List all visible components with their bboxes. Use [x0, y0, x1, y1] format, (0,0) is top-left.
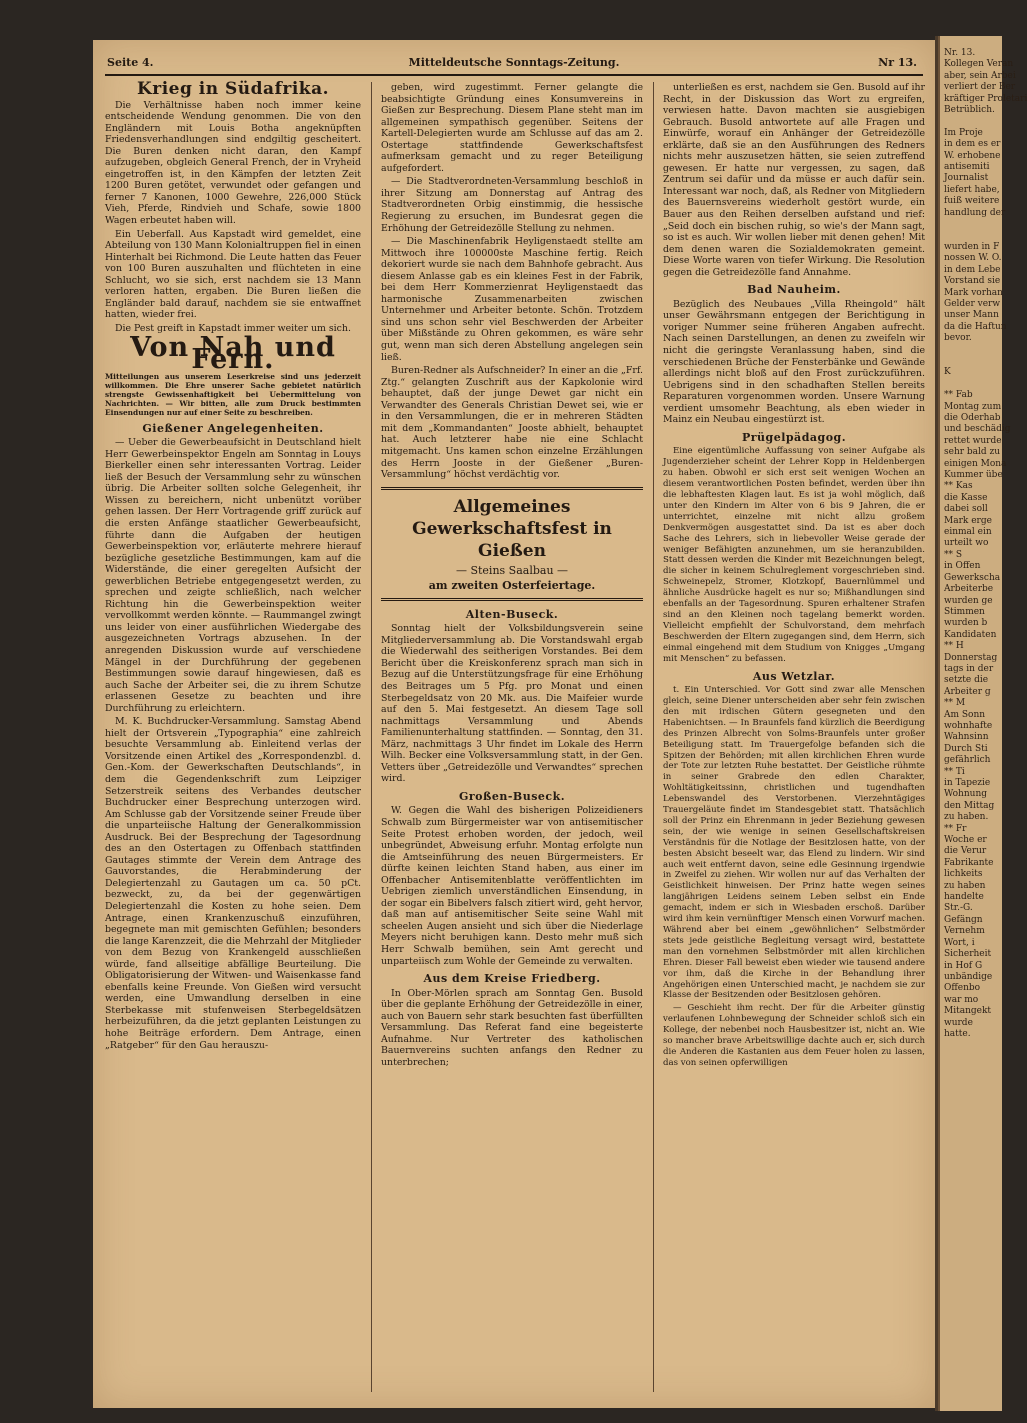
newspaper-page [93, 40, 935, 1408]
paragraph: Eine eigentümliche Auffassung von seiner Aufgabe als Jugenderzieher scheint der Lehrer Kopp in Heldenbergen zu haben. Obwohl er sich erst seit wenigen Wochen an diesem verantwortlichen Posten befindet, werden über ihn die lebhaftesten Klagen laut. Es ist ja wohl möglich, daß unter den Kindern im Alter von 6 bis 9 Jahren, die er unterrichtet, einzelne mit nicht allzu großem Denkvermögen ausgestattet sind. Da ist es aber doch Sache des Lehrers, sich in liebevoller Weise gerade der weniger Befähigten anzunehmen, um sie heranzubilden. Statt dessen werden die Kinder mit Bezeichnungen belegt, die sicher in keinem Schulreglement vorgeschrieben sind. Schweinepelz, Stromer, Klotzkopf, Bauernlümmel und ähnliche Ausdrücke hagelt es nur so; Mißhandlungen sind ebenfalls an der Tagesordnung. Spuren erhaltener Strafen sind an den Kleinen noch tagelang bemerkt worden. Vielleicht empfiehlt der Schulvorstand, dem mehrfach Beschwerden der Eltern zugegangen sind, dem Herrn, sich einmal eingehend mit dem Studium von Knigges „Umgang mit Menschen“ zu befassen. [663, 446, 925, 664]
paragraph: — Die Stadtverordneten-Versammlung beschloß in ihrer Sitzung am Donnerstag auf Antrag des Stadtverordneten Orbig einstimmig, die hessische Regierung zu ersuchen, im Bundesrat gegen die Erhöhung der Getreidezölle Stellung zu nehmen. [381, 176, 643, 234]
subsection-title: Großen-Buseck. [458, 789, 566, 803]
adjacent-page-edge [938, 36, 1027, 1411]
newspaper-title: Mitteldeutsche Sonntags-Zeitung. [408, 56, 620, 69]
column-divider [371, 82, 372, 1392]
page-number: Seite 4. [107, 56, 154, 69]
paragraph: t. Ein Unterschied. Vor Gott sind zwar alle Menschen gleich, seine Diener unterscheiden aber sehr fein zwischen den mit irdischen Gütern gesegneten und den Habenichtsen. — In Braunfels fand kürzlich die Beerdigung des Prinzen Albrecht von Solms-Braunfels unter großer Beteiligung statt. Im Trauergefolge befanden sich die Spitzen der Behörden; mit allen kirchlichen Ehren wurde der Tote zur letzten Ruhe bestattet. Der Geistliche rühmte in seiner Grabrede den edlen Charakter, Wohltätigkeitssinn, christlichen und tugendhaften Lebenswandel des Verstorbenen. Vierzehntägiges Trauergeläute findet im Standesgebiet statt. Thatsächlich soll der Prinz ein Ehrenmann in jeder Beziehung gewesen sein, der wie wenige in seinen Gesellschaftskreisen Verständnis für die Notlage der Besitzlosen hatte, von der besten Absicht beseelt war, das Elend zu lindern. Wir sind auch weit entfernt davon, seine edle Gesinnung irgendwie in Zweifel zu ziehen. Wir wollen nur auf das Verhalten der Geistlichkeit hinweisen. Der Prinz hatte wegen seines langjährigen Leidens seinem Leben selbst ein Ende gemacht, indem er sich in Wiesbaden erschoß. Darüber wird ihm kein vernünftiger Mensch einen Vorwurf machen. Während aber bei einem „gewöhnlichen“ Selbstmörder stets jede geistliche Begleitung versagt wird, bestattete man den vornehmen Selbstmörder mit allen kirchlichen Ehren. Dieser Fall beweist eben wieder wie tausend andere vor ihm, daß die Kirche in der Behandlung ihrer Angehörigen einen Unterschied macht, je nachdem sie zur Klasse der Besitzenden oder Besitzlosen gehören. [663, 685, 925, 1001]
paragraph: Bezüglich des Neubaues „Villa Rheingold“ hält unser Gewährsmann entgegen der Berichtigung in voriger Nummer seine früheren Angaben aufrecht. Nach seinen Darstellungen, an denen zu zweifeln wir nicht die geringste Veranlassung haben, sind die verschiedenen Brüche der Fensterbänke und Gewände allerdings nicht bloß auf den Frost zurückzuführen. Uebrigens sind in den schadhaften Stellen bereits Reparaturen vorgenommen worden. Unsere Warnung verdient umsomehr Beachtung, als eben wieder in Mainz ein Neubau eingestürzt ist. [663, 298, 925, 426]
paragraph: Die Verhältnisse haben noch immer keine entscheidende Wendung genommen. Die von den Engländern mit Louis Botha angeknüpften Friedensverhandlungen sind endgiltig gescheitert. Die Buren denken nicht daran, den Kampf aufzugeben, obgleich General French, der in Vryheid eingetroffen ist, in den Kämpfen der letzten Zeit 1200 Buren getötet, verwundet oder gefangen und ferner 7 Kanonen, 1000 Gewehre, 226,000 Stück Vieh, Pferde, Rindvieh und Schafe, sowie 1800 Wagen erbeutet haben will. [105, 99, 361, 227]
paragraph: In Ober-Mörlen sprach am Sonntag Gen. Busold über die geplante Erhöhung der Getreidezölle in einer, auch von Bauern sehr stark besuchten fast überfüllten Versammlung. Das Referat fand eine begeisterte Aufnahme. Nur Vertreter des katholischen Bauernvereins suchten anfangs den Redner zu unterbrechen; [381, 987, 643, 1068]
announcement-box [381, 487, 643, 601]
subsection-title: Gießener Angelegenheiten. [142, 421, 324, 435]
paragraph: Buren-Redner als Aufschneider? In einer an die „Frf. Ztg.“ gelangten Zuschrift aus der Kapkolonie wird behauptet, daß der junge Dewet gar nicht ein Verwandter des Generals Christian Dewet sei, wie er in den Versammlungen, die er in mehreren Städten mit dem „Kommandanten“ Jooste abhielt, behauptet hat. Auch letzterer habe nie eine Schlacht mitgemacht. Uns kamen schon einzelne Erzählungen des Herrn Jooste in der Gießener „Buren-Versammlung“ höchst verdächtig vor. [381, 365, 643, 481]
paragraph: — Die Maschinenfabrik Heyligenstaedt stellte am Mittwoch ihre 100000ste Maschine fertig. Reich dekoriert wurde sie nach dem Bahnhofe gebracht. Aus diesem Anlasse gab es ein kleines Fest in der Fabrik, bei dem Herr Kommerzienrat Heyligenstaedt das harmonische Zusammenarbeiten zwischen Unternehmer und Arbeiter betonte. Schön. Trotzdem sind uns schon sehr viel Beschwerden der Arbeiter über Mißstände zu Ohren gekommen, es wäre sehr gut, wenn man sich deren Abstellung angelegen sein ließ. [381, 236, 643, 363]
article-title-war: Krieg in Südafrika. [136, 79, 330, 99]
adjacent-page-text: Nr. 13. Kollegen Veran aber, sein Arbei verliert der Ber kräftiger Proletari Betrüblich. Im Proje in dem es er W. erhobene antisemiti Journalist liefert habe, fuiß weitere handlung der wurden in F nossen W. O. in dem Lebe Vorstand sie Mark vorhan Gelder verw unser Mann da die Haftun bevor. K ** Fab Montag zum die Oderhab und beschädig rettet wurde sehr bald zu einigen Mona Kummer übe ** Kas die Kasse dabei soll Mark erge einmal ein urteilt wo ** S in Offen Gewerkscha Arbeiterbe wurden ge Stimmen wurden b Kandidaten ** H Donnerstag tags in der setzte die Arbeiter g ** M Am Sonn wohnhafte Wahnsinn Durch Sti gefährlich ** Ti in Tapezie Wohnung den Mittag zu haben. ** Fr Woche er die Verur Fabrikante lichkeits zu haben handelte Str.-G. Gefängn Vernehm Wort, i Sicherheit in Hof G unbändige Offenbo war mo Mitangekt wurde hatte. [944, 48, 1027, 1039]
subsection-title: Alten-Buseck. [465, 607, 559, 621]
paragraph: — Geschieht ihm recht. Der für die Arbeiter günstig verlaufenen Lohnbewegung der Schneider schloß sich ein Kollege, der nebenbei noch Hausbesitzer ist, nicht an. Wie so mancher brave Arbeitswillige dachte auch er, sich durch die Anderen die Kastanien aus dem Feuer holen zu lassen, das von seinen opferwilligen [663, 1003, 925, 1068]
paragraph: Ein Ueberfall. Aus Kapstadt wird gemeldet, eine Abteilung von 130 Mann Kolonialtruppen fiel in einen Hinterhalt bei Richmond. Die Leute hatten das Feuer von 100 Buren auszuhalten und flüchteten in eine Schlucht, wo sie sich, erst nachdem sie 13 Mann verloren hatten, ergaben. Die Buren ließen die Engländer bald darauf, nachdem sie sie entwaffnet hatten, wieder frei. [105, 228, 361, 321]
announcement-venue: — Steins Saalbau — [455, 563, 569, 577]
editorial-notice: Mitteilungen aus unserem Leserkreise sind uns jederzeit willkommen. Die Ehre unserer Sache gebietet natürlich strengste Gewissenhaftigkeit bei Uebermittelung von Nachrichten. — Wir bitten, alle zum Druck bestimmten Einsendungen nur auf einer Seite zu beschreiben. [105, 371, 361, 417]
paragraph: M. K. Buchdrucker-Versammlung. Samstag Abend hielt der Ortsverein „Typographia“ eine zahlreich besuchte Versammlung ab. Einleitend verlas der Vorsitzende einen Artikel des „Korrespondenzbl. d. Gen.-Kom. der Gewerkschaften Deutschlands“, in dem die Gegendenkschrift zum Leipziger Setzerstreik seitens des Verbandes deutscher Buchdrucker einer Besprechung unterzogen wird. Am Schlusse gab der Vorsitzende seiner Freude über die unparteiische Haltung der Generalkommission Ausdruck. Bei der Besprechung der Tagesordnung des an den Ostertagen zu Offenbach stattfinden Gautages stimmte der Verein dem Antrage des Gauvorstandes, die Herabminderung der Delegiertenzahl zu Gautagen um ca. 50 pCt. bezweckt, zu, da bei der gegenwärtigen Delegiertenzahl die Kosten zu hohe seien. Dem Antrage, einen Krankenzuschuß einzuführen, begegnete man mit gemischten Gefühlen; besonders die lange Karenzzeit, die die Mehrzahl der Mitglieder von dem Bezug von Krankengeld ausschließen würde, fand allseitige abfällige Beurteilung. Die Obligatorisierung der Witwen- und Waisenkasse fand ebenfalls keine Freunde. Von Gießen wird versucht werden, eine Umwandlung derselben in eine Sterbekasse mit stufenweisen Sterbegeldsätzen herbeizuführen, da die jetzt geplanten Leistungen zu hohe Beiträge erfordern. Dem Antrage, einen „Ratgeber“ für den Gau herauszu- [105, 716, 361, 1051]
issue-number: Nr 13. [878, 56, 917, 69]
column-divider [653, 82, 654, 1392]
column-3 [663, 82, 925, 1392]
page-header [105, 54, 923, 76]
announcement-date: am zweiten Osterfeiertage. [428, 579, 596, 593]
subsection-title: Aus Wetzlar. [752, 669, 836, 683]
subsection-title: Prügelpädagog. [741, 430, 847, 444]
subsection-title: Bad Nauheim. [747, 283, 841, 297]
section-title: Von Nah und Fern. [130, 332, 336, 376]
paragraph: — Ueber die Gewerbeaufsicht in Deutschland hielt Herr Gewerbeinspektor Engeln am Sonntag in Louys Bierkeller einen sehr interessanten Vortrag. Leider ließ der Besuch der Versammlung sehr zu wünschen übrig. Die Arbeiter sollten solche Gelegenheit, ihr Wissen zu bereichern, nicht unbenützt vorüber gehen lassen. Der Herr Vortragende griff zurück auf die ersten Anfänge staatlicher Gewerbeaufsicht, führte dann die Aufgaben der heutigen Gewerbeinspektion vor, erläuterte mehrere hierauf bezügliche gesetzliche Bestimmungen, kam auf die Widerstände, die einer geregelten Aufsicht der gewerblichen Betriebe entgegengesetzt werden, zu sprechen und zeigte schließlich, nach welcher Richtung hin die Gewerbeinspektion weiter vervollkommt werden könnte. — Raummangel zwingt uns leider von einer ausführlichen Wiedergabe des ausgezeichneten Vortrags abzusehen. In der anregenden Diskussion wurde auf verschiedene Mängel in der Durchführung der gegebenen Bestimmungen sowie darauf hingewiesen, daß es auch Sache der Arbeiter sei, die zu ihrem Schutze erlassenen Gesetze zu beachten und ihre Durchführung zu erleichtern. [105, 437, 361, 714]
column-2 [381, 82, 643, 1392]
paragraph: unterließen es erst, nachdem sie Gen. Busold auf ihr Recht, in der Diskussion das Wort zu ergreifen, verwiesen hatte. Davon machten sie ausgiebigen Gebrauch. Busold antwortete auf alle Fragen und Einwürfe, worauf ein Anhänger der Getreidezölle erklärte, daß sie an den Ausführungen des Redners nichts mehr auszusetzen hätten, sie seien zutreffend gewesen. Er hatte nur vergessen, zu sagen, daß Zentrum sei dafür und da müsse er auch dafür sein. Interessant war noch, daß, als Redner von Mitgliedern des Bauernsvereins wiederholt gestört wurde, ein Bauer aus den Reihen derselben aufstand und rief: „Seid doch ein bischen ruhig, so wie's der Mann sagt, so ist es auch. Wir wollen lieber mit denen gehen! Mit dem denen waren die Sozialdemokraten gemeint. Diese Worte waren von tiefer Wirkung. Die Resolution gegen die Getreidezölle fand Annahme. [663, 82, 925, 278]
paragraph: geben, wird zugestimmt. Ferner gelangte die beabsichtigte Gründung eines Konsumvereins in Gießen zur Besprechung. Diesem Plane steht man im allgemeinen sympathisch gegenüber. Seitens der Kartell-Delegierten wurde am Schlusse auf das am 2. Ostertage stattfindende Gewerkschaftsfest aufmerksam gemacht und zu reger Beteiligung aufgefordert. [381, 82, 643, 174]
subsection-title: Aus dem Kreise Friedberg. [423, 972, 601, 986]
announcement-title: Allgemeines Gewerkschaftsfest in Gießen [412, 496, 612, 561]
paragraph: W. Gegen die Wahl des bisherigen Polizeidieners Schwalb zum Bürgermeister war von antisemitischer Seite Protest erhoben worden, der jedoch, weil unbegründet, Abweisung erfuhr. Montag erfolgte nun die Amtseinführung des neuen Bürgermeisters. Er dürfte keinen leichten Stand haben, aus einer im Offenbacher Antisemitenblatte veröffentlichten im Uebrigen ziemlich unverständlichen Einsendung, in der sogar ein Bibelvers falsch zitiert wird, geht hervor, daß man auf antisemitischer Seite seine Wahl mit scheelen Augen ansieht und sich über die Niederlage Meyers nicht beruhigen kann. Desto mehr muß sich Herr Schwalb bemühen, sein Amt gerecht und unparteiisch zum Wohle der Gemeinde zu verwalten. [381, 805, 643, 967]
column-1 [105, 79, 361, 1392]
paragraph: Die Pest greift in Kapstadt immer weiter um sich. [115, 322, 351, 334]
paragraph: Sonntag hielt der Volksbildungsverein seine Mitgliederversammlung ab. Die Vorstandswahl ergab die Wiederwahl des seitherigen Vorstandes. Bei dem Bericht über die Kreiskonferenz sprach man sich in Bezug auf die Unterstützungsfrage für eine Erhöhung des Beitrages um 5 Pfg. pro Monat und einen Sterbegeldsatz von 20 Mk. aus. Die Maifeier wurde auf den 5. Mai festgesetzt. An diesem Tage soll nachmittags Versammlung und Abends Familienunterhaltung stattfinden. — Sonntag, den 31. März, nachmittags 3 Uhr findet im Lokale des Herrn Wilh. Becker eine Volksversammlung statt, in der Gen. Vetters über „Getreidezölle und Verwandtes“ sprechen wird. [381, 623, 643, 785]
